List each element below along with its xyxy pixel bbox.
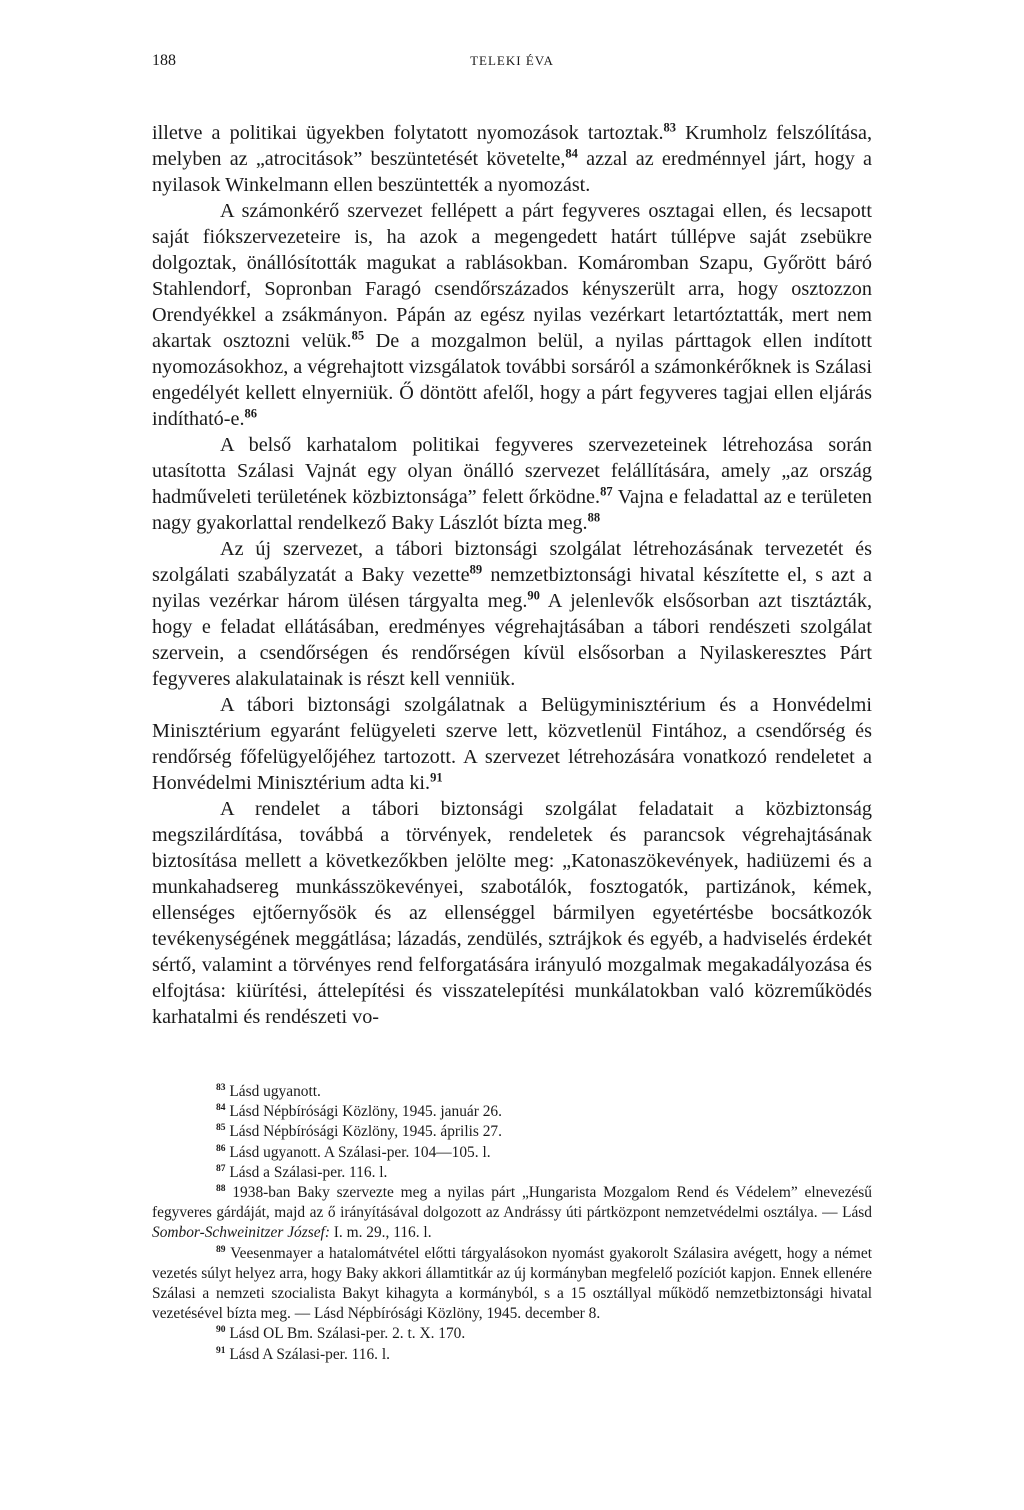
paragraph: [152, 432, 872, 536]
italic-text: Sombor-Schweinitzer József:: [152, 1224, 330, 1242]
paragraph: [152, 536, 872, 692]
footnote: [152, 1244, 872, 1325]
footnote-number: 87: [216, 1162, 226, 1174]
footnote: [152, 1143, 872, 1163]
text-run: Vajna e feladattal az e területen nagy gyakorlattal rendelkező Baky Lászlót bízta meg.: [152, 486, 873, 534]
running-title: TELEKI ÉVA: [470, 53, 554, 68]
text-run: Az új szervezet, a tábori biztonsági szolgálat létrehozásának tervezetét és szolgálati szabályzatát a Baky vezette: [152, 538, 872, 586]
text-run: A tábori biztonsági szolgálatnak a Belügyminisztérium és a Honvédelmi Minisztérium egyaránt felügyeleti szerve lett, közvetlenül Fintához, a csendőrség és rendőrség főfelügyelőjéhez tartozott. A szervezet létrehozására vonatkozó rendeletet a Honvédelmi Minisztérium adta ki.: [152, 694, 872, 794]
footnote-reference: 90: [527, 588, 540, 603]
text-run: Lásd OL Bm. Szálasi-per. 2. t. X. 170.: [229, 1325, 466, 1343]
paragraph: [152, 198, 872, 432]
footnote: [152, 1345, 872, 1365]
text-run: De a mozgalmon belül, a nyilas párttagok ellen indított nyomozásokhoz, a végrehajtott vizsgálatok további sorsáról a számonkérőknek is Szálasi engedélyét kellett elnyerniük. Ő döntött afelől, hogy a párt fegyveres tagjai ellen eljárás indítható-e.: [152, 330, 872, 430]
footnote-number: 91: [216, 1344, 226, 1356]
text-run: Krumholz felszólítása, melyben az „atrocitások” beszüntetését követelte,: [152, 122, 872, 170]
footnote: [152, 1183, 872, 1244]
footnote: [152, 1122, 872, 1142]
text-run: azzal az eredménnyel járt, hogy a nyilasok Winkelmann ellen beszüntették a nyomozást.: [152, 148, 873, 196]
page-number: 188: [152, 52, 176, 69]
footnote-reference: 83: [663, 120, 677, 135]
footnote-number: 90: [216, 1324, 226, 1336]
text-run: A belső karhatalom politikai fegyveres szervezeteinek létrehozása során utasította Szálasi Vajnát egy olyan önálló szervezet felállítására, amely „az ország hadműveleti területének közbiztonsága” felett őrködne.: [152, 434, 872, 508]
text-run: Veesenmayer a hatalomátvétel előtti tárgyalásokon nyomást gyakorolt Szálasira avégett, hogy a német vezetés súlyt helyez arra, hogy Baky akkori államtitkár az új kormányban megfelelő pozíciót kapjon. Ennek ellenére Szálasi a nemzeti szocialista Bakyt kihagyta a kormányból, s a 15 osztállyal működő nemzetbiztonsági hivatal vezetésével bízta meg. — Lásd Népbírósági Közlöny, 1945. december 8.: [152, 1244, 872, 1323]
footnote: [152, 1082, 872, 1102]
running-head: [152, 52, 872, 74]
footnote-number: 86: [216, 1142, 226, 1154]
paragraph: [152, 796, 872, 1030]
text-run: A számonkérő szervezet fellépett a párt fegyveres osztagai ellen, és lecsapott saját fiókszervezeteire is, ha azok a megengedett határt túllépve saját zsebükre dolgoztak, önállósították magukat a rablásokban. Komáromban Szapu, Győrött báró Stahlendorf, Sopronban Faragó csendőrszázados kényszerült arra, hogy osztozzon Orendyékkel a zsákmányon. Pápán az egész nyilas vezérkart letartóztatták, mert nem akartak osztozni velük.: [152, 200, 872, 352]
footnote-reference: 84: [565, 146, 578, 161]
text-run: 1938-ban Baky szervezte meg a nyilas párt „Hungarista Mozgalom Rend és Védelem” elnevezésű fegyveres gárdáját, majd az ő irányításával dolgozott az Andrássy úti pártközpont nemzetvédelmi osztálya. — Lásd: [152, 1184, 872, 1222]
footnote-number: 84: [216, 1102, 226, 1114]
text-run: Lásd Népbírósági Közlöny, 1945. április 27.: [229, 1123, 502, 1141]
footnote: [152, 1102, 872, 1122]
text-run: illetve a politikai ügyekben folytatott nyomozások tartoztak.: [152, 122, 664, 144]
text-run: A rendelet a tábori biztonsági szolgálat feladatait a közbiztonság megszilárdítása, továbbá a törvények, rendeletek és parancsok végrehajtásának biztosítása mellett a következőkben jelölte meg: „Katonaszökevények, hadiüzemi és a munkahadsereg munkásszökevényei, szabotálók, fosztogatók, partizánok, kémek, ellenséges ejtőernyősök és az ellenséggel bármilyen egyetértésbe bocsátkozók tevékenységének meggátlása; lázadás, zendülés, sztrájkok és egyéb, a hadviselés érdekét sértő, valamint a törvényes rend felforgatására irányuló mozgalmak megakadályozása és elfojtása: kiürítési, áttelepítési és visszatelepítési munkálatokban való közreműködés karhatalmi és rendészeti vo-: [152, 798, 872, 1028]
footnote-reference: 88: [587, 510, 601, 525]
footnotes: [152, 1082, 872, 1365]
footnote-number: 88: [216, 1182, 226, 1194]
footnote-reference: 87: [600, 484, 613, 499]
text-run: A jelenlevők elsősorban azt tisztázták, hogy e feladat ellátásában, eredményes végrehajtásában a tábori rendészeti szolgálat szervein, a csendőrségen és rendőrségen kívül elsősorban a Nyilaskeresztes Párt fegyveres alakulatainak is részt kell venniük.: [152, 590, 872, 690]
footnote-reference: 86: [244, 406, 258, 421]
text-run: nemzetbiztonsági hivatal készítette el, s azt a nyilas vezérkar három ülésen tárgyalta meg.: [152, 564, 873, 612]
footnote-number: 83: [216, 1081, 226, 1093]
footnote: [152, 1324, 872, 1344]
footnote-number: 89: [216, 1243, 226, 1255]
footnote-number: 85: [216, 1122, 226, 1134]
paragraph: [152, 692, 872, 796]
footnote: [152, 1163, 872, 1183]
text-run: Lásd ugyanott.: [229, 1083, 321, 1100]
text-run: Lásd Népbírósági Közlöny, 1945. január 26.: [229, 1103, 502, 1121]
text-run: Lásd a Szálasi-per. 116. l.: [229, 1163, 388, 1181]
footnote-reference: 85: [351, 328, 365, 343]
text-run: Lásd A Szálasi-per. 116. l.: [229, 1345, 390, 1363]
text-run: I. m. 29., 116. l.: [329, 1224, 432, 1242]
text-run: Lásd ugyanott. A Szálasi-per. 104—105. l.: [229, 1143, 491, 1161]
footnote-reference: 89: [469, 562, 483, 577]
body-text: [152, 120, 872, 1030]
paragraph: [152, 120, 872, 198]
footnote-reference: 91: [430, 770, 443, 785]
